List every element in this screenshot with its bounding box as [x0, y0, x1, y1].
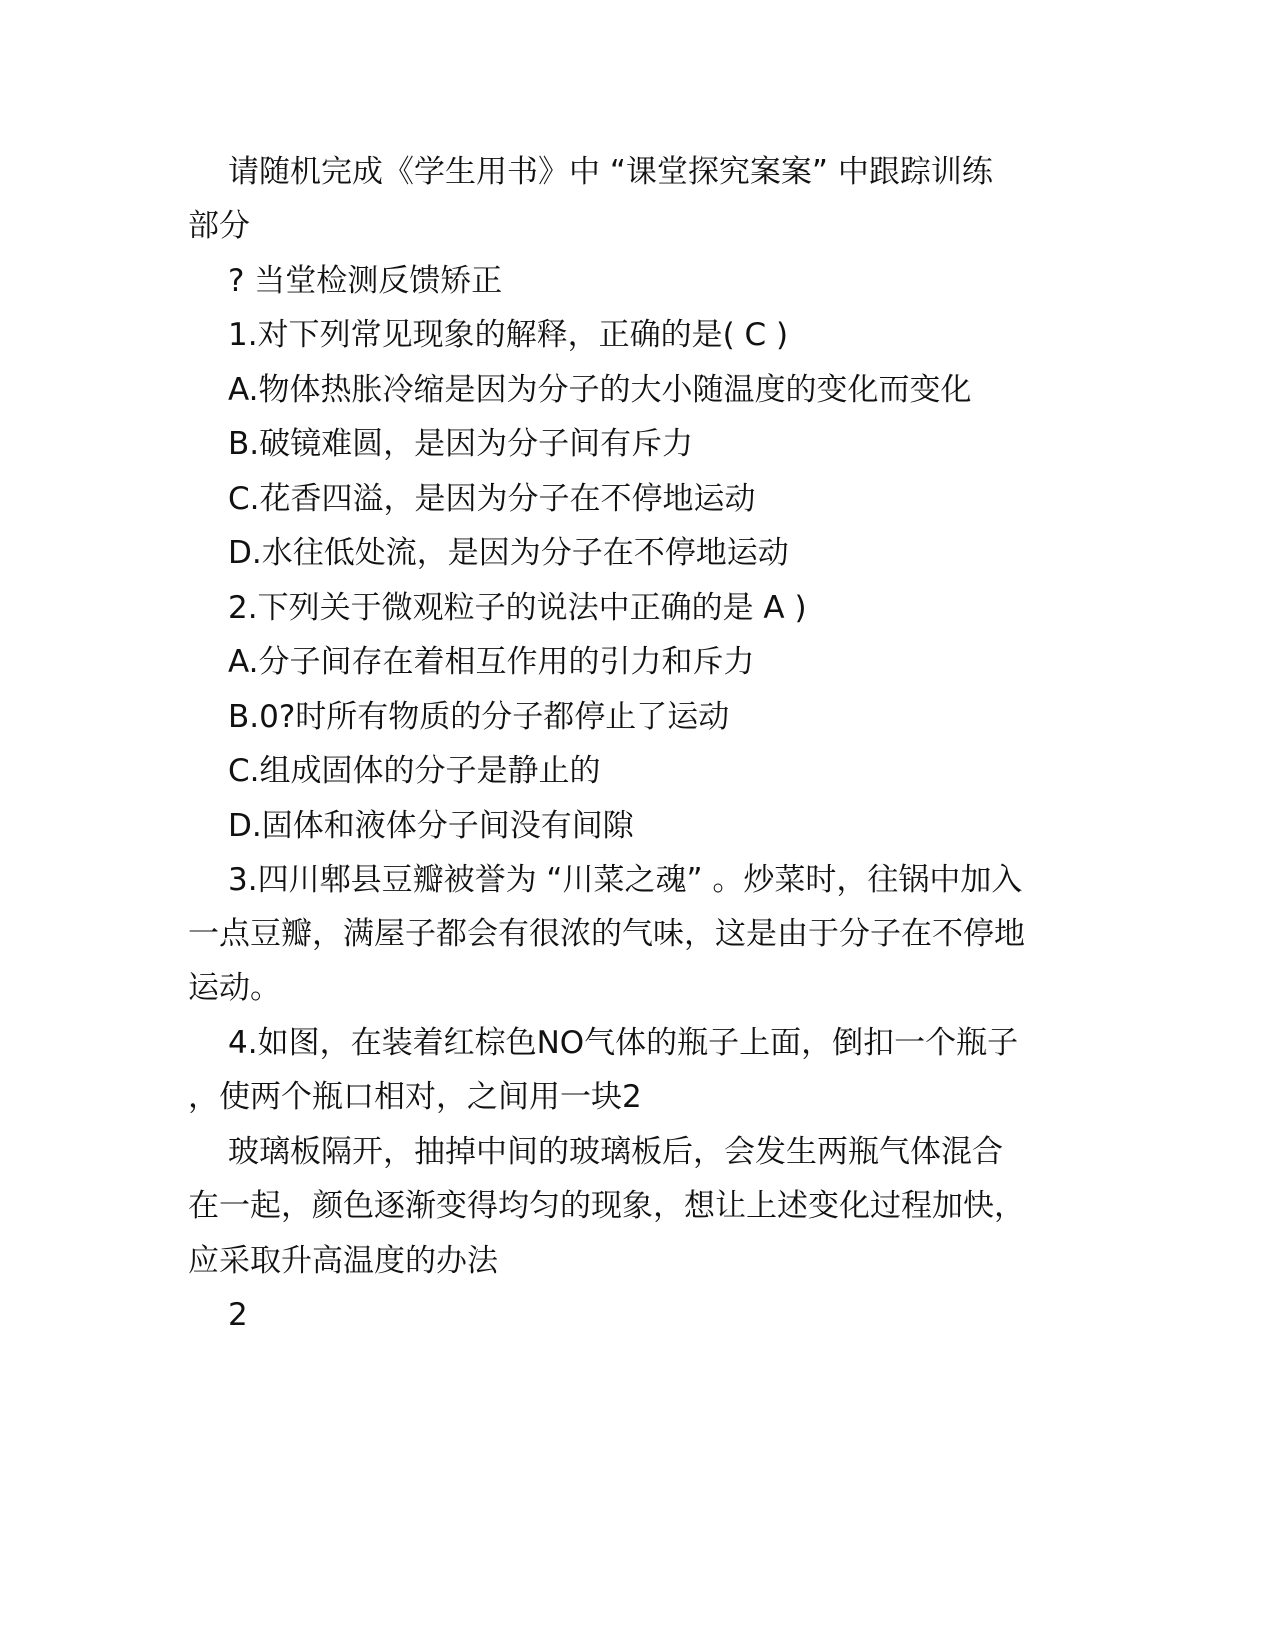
question-1-stem: 1.对下列常见现象的解释，正确的是( C ) — [228, 317, 789, 353]
question-3-line-2: 一点豆瓣，满屋子都会有很浓的气味，这是由于分子在不停地 — [188, 916, 1025, 952]
question-1-option-a: A.物体热胀冷缩是因为分子的大小随温度的变化而变化 — [228, 372, 972, 408]
question-2-option-a: A.分子间存在着相互作用的引力和斥力 — [228, 644, 755, 680]
question-4-line-5: 应采取升高温度的办法 — [188, 1243, 498, 1279]
question-2-option-d: D.固体和液体分子间没有间隙 — [228, 808, 634, 844]
question-1-option-b: B.破镜难圆，是因为分子间有斥力 — [228, 426, 694, 462]
question-3-line-1: 3.四川郫县豆瓣被誉为 “川菜之魂” 。炒菜时，往锅中加入 — [228, 862, 1023, 898]
question-4-line-2: ，使两个瓶口相对，之间用一块2 — [188, 1079, 642, 1115]
question-1-option-c: C.花香四溢，是因为分子在不停地运动 — [228, 481, 756, 517]
question-2-option-b: B.0?时所有物质的分子都停止了运动 — [228, 699, 730, 735]
question-4-line-1: 4.如图，在装着红棕色NO气体的瓶子上面，倒扣一个瓶子 — [228, 1025, 1019, 1061]
intro-instruction-line: 请随机完成《学生用书》中 “课堂探究案案” 中跟踪训练 — [228, 154, 993, 190]
intro-instruction-cont: 部分 — [188, 208, 250, 244]
question-1-option-d: D.水往低处流，是因为分子在不停地运动 — [228, 535, 789, 571]
question-3-line-3: 运动。 — [188, 970, 281, 1006]
question-2-option-c: C.组成固体的分子是静止的 — [228, 753, 601, 789]
question-2-stem: 2.下列关于微观粒子的说法中正确的是 A ) — [228, 590, 807, 626]
section-heading: ? 当堂检测反馈矫正 — [228, 263, 503, 299]
page-number: 2 — [228, 1297, 248, 1333]
question-4-line-4: 在一起，颜色逐渐变得均匀的现象，想让上述变化过程加快， — [188, 1188, 1025, 1224]
question-4-line-3: 玻璃板隔开，抽掉中间的玻璃板后，会发生两瓶气体混合 — [228, 1134, 1003, 1170]
